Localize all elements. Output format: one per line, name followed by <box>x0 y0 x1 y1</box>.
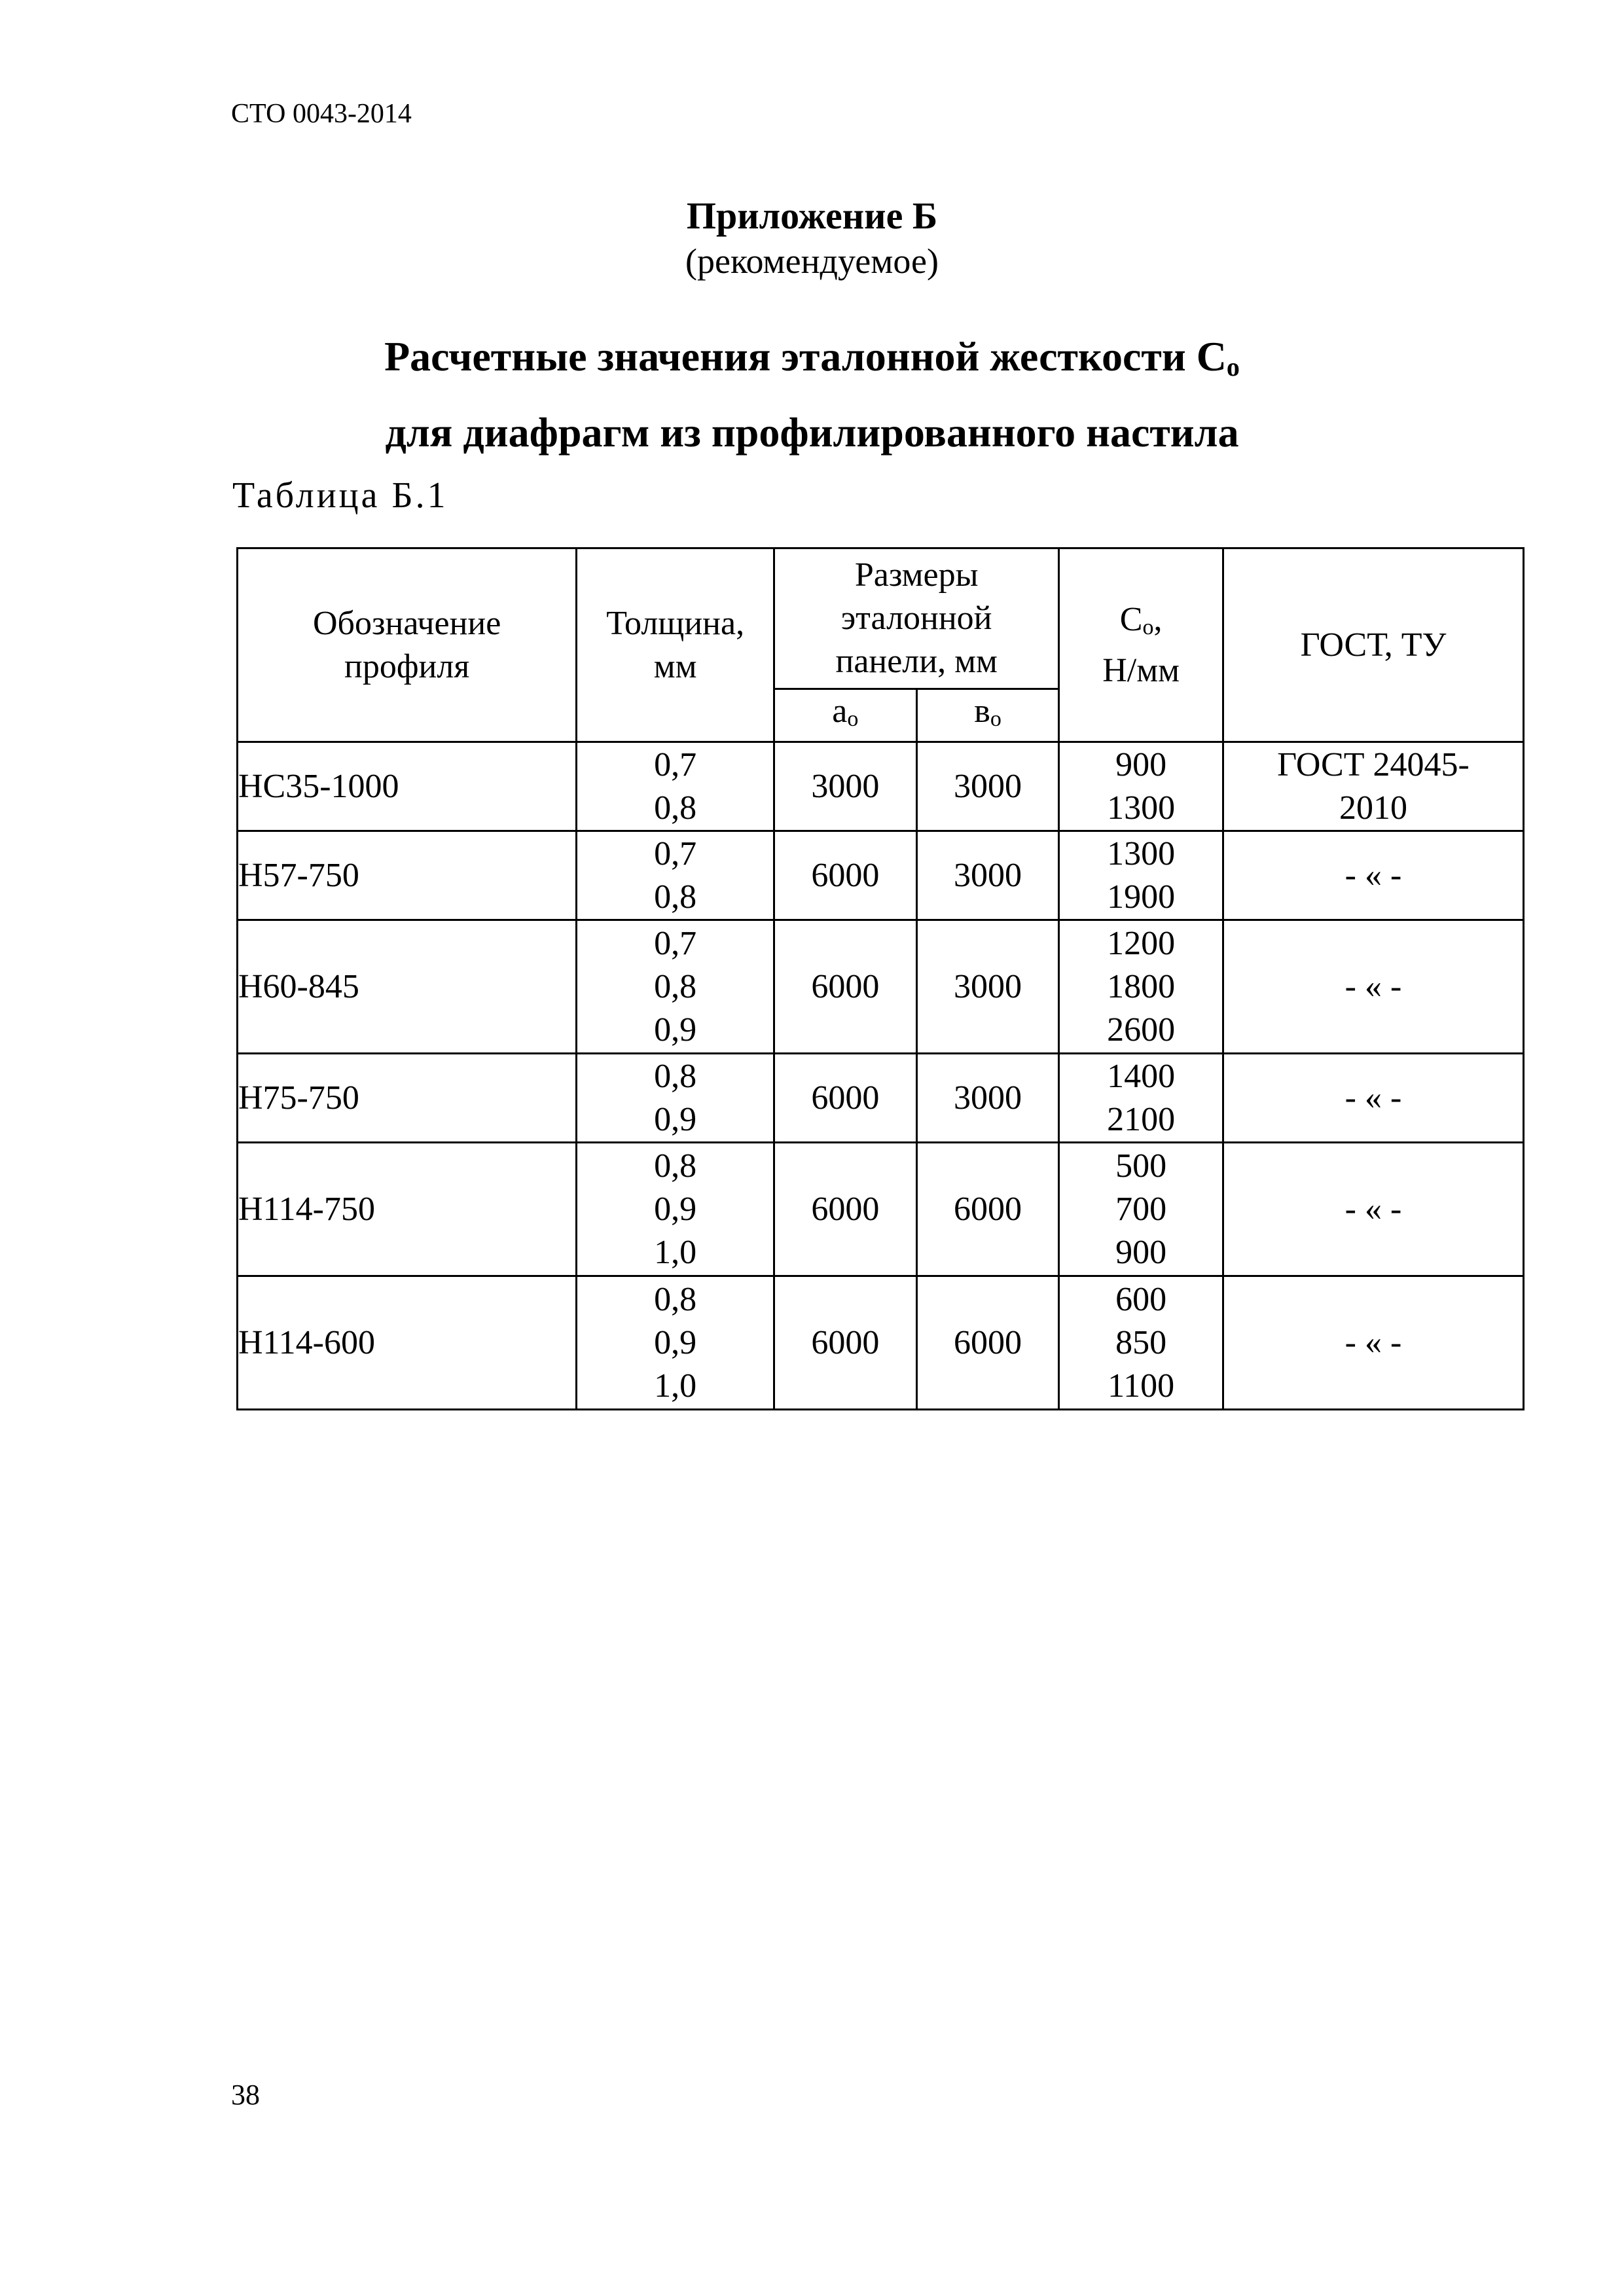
table-caption: Таблица Б.1 <box>232 475 448 516</box>
table-row <box>238 920 1524 1054</box>
page-title <box>0 324 1624 465</box>
page-number: 38 <box>231 2079 260 2111</box>
table-row <box>238 1143 1524 1276</box>
header-thickness: Толщина, мм <box>577 548 774 742</box>
cell-b0: 6000 <box>916 1143 1059 1276</box>
cell-b0: 3000 <box>916 920 1059 1054</box>
header-designation: Обозначение профиля <box>238 548 577 742</box>
document-code: СТО 0043-2014 <box>231 99 412 129</box>
header-gost: ГОСТ, ТУ <box>1223 548 1523 742</box>
page-title-line-1: Расчетные значения эталонной жесткости $С_о$ <box>384 333 1240 382</box>
cell-b0: 3000 <box>916 742 1059 831</box>
stiffness-table <box>236 547 1525 1410</box>
cell-stiffness: 1200 1800 2600 <box>1059 920 1223 1054</box>
header-panel-size: Размеры эталонной панели, мм <box>774 548 1059 689</box>
page-title-line-2: для диафрагм из профилированного настила <box>385 409 1239 456</box>
cell-profile: Н75-750 <box>238 1054 577 1143</box>
appendix-heading <box>0 192 1624 283</box>
table-row <box>238 1054 1524 1143</box>
header-b0: во <box>916 689 1059 742</box>
cell-profile: НС35-1000 <box>238 742 577 831</box>
cell-stiffness: 1300 1900 <box>1059 831 1223 920</box>
header-stiffness: Со, Н/мм <box>1059 548 1223 742</box>
appendix-title: Приложение Б <box>686 194 938 237</box>
cell-stiffness: 600 850 1100 <box>1059 1276 1223 1410</box>
cell-gost: - « - <box>1223 1143 1523 1276</box>
cell-gost: - « - <box>1223 1276 1523 1410</box>
cell-b0: 3000 <box>916 1054 1059 1143</box>
table-row <box>238 742 1524 831</box>
cell-gost: - « - <box>1223 920 1523 1054</box>
cell-thickness: 0,7 0,8 <box>577 742 774 831</box>
cell-a0: 3000 <box>774 742 917 831</box>
cell-a0: 6000 <box>774 920 917 1054</box>
cell-thickness: 0,7 0,8 0,9 <box>577 920 774 1054</box>
cell-profile: Н60-845 <box>238 920 577 1054</box>
table-row <box>238 831 1524 920</box>
cell-stiffness: 500 700 900 <box>1059 1143 1223 1276</box>
cell-a0: 6000 <box>774 1143 917 1276</box>
cell-gost: - « - <box>1223 1054 1523 1143</box>
table-row <box>238 1276 1524 1410</box>
cell-b0: 3000 <box>916 831 1059 920</box>
cell-stiffness: 900 1300 <box>1059 742 1223 831</box>
cell-a0: 6000 <box>774 1276 917 1410</box>
cell-gost: - « - <box>1223 831 1523 920</box>
cell-a0: 6000 <box>774 1054 917 1143</box>
cell-profile: Н114-600 <box>238 1276 577 1410</box>
cell-profile: Н57-750 <box>238 831 577 920</box>
cell-stiffness: 1400 2100 <box>1059 1054 1223 1143</box>
cell-thickness: 0,8 0,9 <box>577 1054 774 1143</box>
cell-profile: Н114-750 <box>238 1143 577 1276</box>
appendix-subtitle: (рекомендуемое) <box>685 242 939 281</box>
cell-gost: ГОСТ 24045- 2010 <box>1223 742 1523 831</box>
cell-thickness: 0,8 0,9 1,0 <box>577 1143 774 1276</box>
cell-b0: 6000 <box>916 1276 1059 1410</box>
header-a0: ао <box>774 689 917 742</box>
cell-a0: 6000 <box>774 831 917 920</box>
cell-thickness: 0,8 0,9 1,0 <box>577 1276 774 1410</box>
cell-thickness: 0,7 0,8 <box>577 831 774 920</box>
